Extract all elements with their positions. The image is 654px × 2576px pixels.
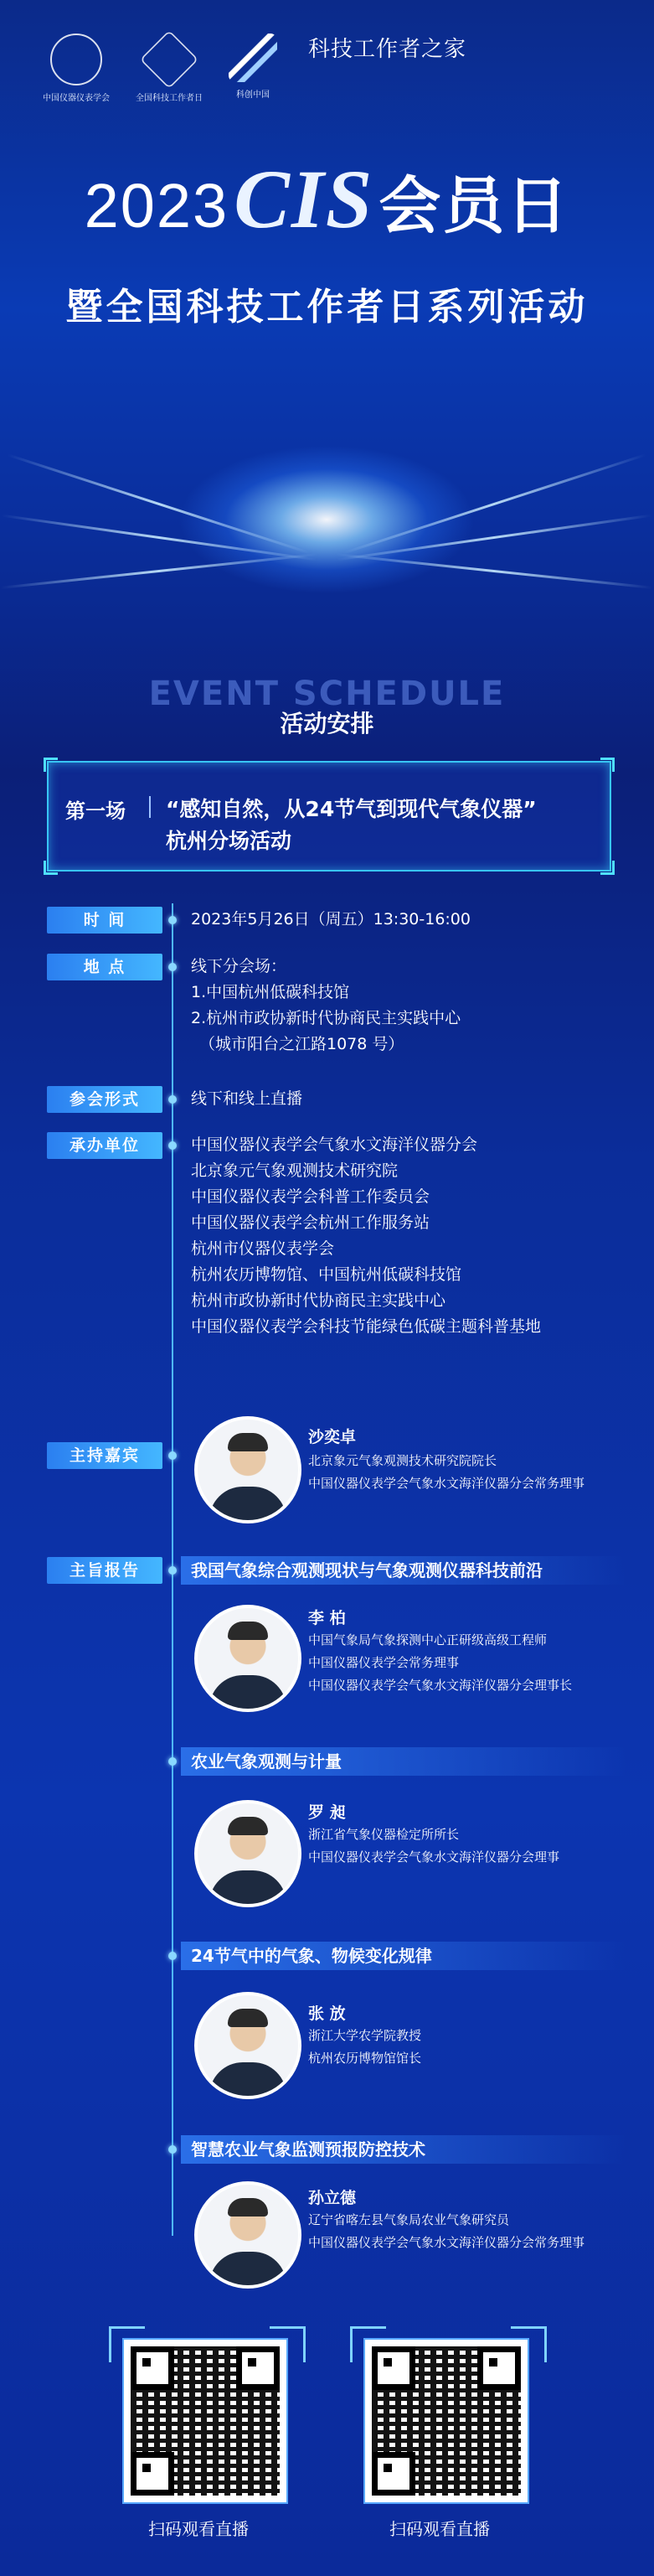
qr-code[interactable] bbox=[365, 2340, 528, 2502]
time-value bbox=[191, 907, 471, 933]
timeline-dot bbox=[168, 1141, 177, 1150]
tag-organizers bbox=[47, 1132, 162, 1159]
session-label: 第一场 bbox=[65, 799, 126, 823]
timeline-dot bbox=[168, 1451, 177, 1460]
desc-line: 中国仪器仪表学会常务理事 bbox=[308, 1655, 460, 1670]
desc-line: 浙江省气象仪器检定所所长 bbox=[308, 1827, 460, 1842]
corner-decoration bbox=[600, 758, 615, 772]
logo-caption: 科创中国 bbox=[236, 91, 270, 100]
avatar-hair bbox=[228, 2198, 268, 2216]
divider bbox=[149, 796, 151, 818]
speaker-name: 李 柏 bbox=[308, 1609, 346, 1627]
info-line: 1.中国杭州低碳科技馆 bbox=[191, 983, 350, 1001]
schedule-heading-en: EVENT SCHEDULE bbox=[148, 675, 506, 713]
info-line: 北京象元气象观测技术研究院 bbox=[191, 1161, 399, 1180]
info-line: 中国仪器仪表学会科技节能绿色低碳主题科普基地 bbox=[191, 1317, 542, 1336]
info-line: 线下和线上直播 bbox=[191, 1089, 303, 1108]
speaker-desc bbox=[308, 1629, 572, 1697]
speaker-desc bbox=[308, 2025, 421, 2070]
info-line: 杭州市仪器仪表学会 bbox=[191, 1239, 335, 1258]
report-topic bbox=[181, 2135, 626, 2164]
qr-label: 扫码观看直播 bbox=[148, 2519, 249, 2539]
info-line: 杭州农历博物馆、中国杭州低碳科技馆 bbox=[191, 1265, 462, 1284]
organizers-list bbox=[191, 1132, 541, 1340]
timeline-dot bbox=[168, 916, 177, 924]
main-title bbox=[0, 151, 654, 247]
hands-logo-icon bbox=[140, 30, 198, 89]
info-line: 中国仪器仪表学会科普工作委员会 bbox=[191, 1187, 430, 1206]
logo-caption: 全国科技工作者日 bbox=[136, 94, 203, 103]
info-line: 中国仪器仪表学会杭州工作服务站 bbox=[191, 1213, 430, 1232]
tag-label: 主持嘉宾 bbox=[69, 1446, 140, 1465]
brand-name: 科技工作者之家 bbox=[308, 37, 467, 62]
desc-line: 杭州农历博物馆馆长 bbox=[308, 2051, 422, 2066]
avatar bbox=[194, 2181, 301, 2289]
title-event: 会员日 bbox=[378, 170, 570, 242]
desc-line: 中国仪器仪表学会气象水文海洋仪器分会常务理事 bbox=[308, 1476, 585, 1491]
desc-line: 辽宁省喀左县气象局农业气象研究员 bbox=[308, 2212, 510, 2227]
light-beam bbox=[0, 352, 654, 654]
qr-label: 扫码观看直播 bbox=[389, 2519, 490, 2539]
topic-text: 我国气象综合观测现状与气象观测仪器科技前沿 bbox=[191, 1560, 543, 1580]
host-desc bbox=[308, 1450, 584, 1495]
avatar-hair bbox=[228, 1433, 268, 1451]
speaker-name: 孙立德 bbox=[308, 2189, 357, 2207]
corner-decoration bbox=[44, 758, 58, 772]
info-line: 2023年5月26日（周五）13:30-16:00 bbox=[191, 910, 471, 928]
desc-line: 中国仪器仪表学会气象水文海洋仪器分会常务理事 bbox=[308, 2235, 585, 2250]
innovation-china-logo bbox=[219, 34, 286, 100]
logo-caption: 中国仪器仪表学会 bbox=[43, 94, 110, 103]
desc-line: 北京象元气象观测技术研究院院长 bbox=[308, 1453, 497, 1468]
timeline-dot bbox=[168, 1566, 177, 1575]
avatar-suit bbox=[209, 2252, 286, 2289]
cis-logo-icon bbox=[50, 34, 102, 85]
avatar bbox=[194, 1800, 301, 1907]
cis-logo bbox=[39, 34, 114, 103]
tag-reports bbox=[47, 1557, 162, 1584]
info-line: 杭州市政协新时代协商民主实践中心 bbox=[191, 1291, 446, 1310]
title-cis: CIS bbox=[234, 153, 374, 246]
speaker-desc bbox=[308, 2209, 584, 2254]
desc-line: 中国气象局气象探测中心正研级高级工程师 bbox=[308, 1632, 548, 1648]
corner-decoration bbox=[350, 2326, 386, 2362]
info-line: 中国仪器仪表学会气象水文海洋仪器分会 bbox=[191, 1135, 478, 1154]
report-topic bbox=[181, 1942, 626, 1970]
topic-text: 智慧农业气象监测预报防控技术 bbox=[191, 2139, 425, 2160]
avatar-hair bbox=[228, 1817, 268, 1835]
avatar-suit bbox=[209, 1675, 286, 1712]
tag-place bbox=[47, 954, 162, 980]
avatar bbox=[194, 1605, 301, 1712]
session-box bbox=[47, 761, 611, 872]
qr-finder bbox=[372, 2452, 415, 2496]
desc-line: 中国仪器仪表学会气象水文海洋仪器分会理事 bbox=[308, 1849, 560, 1865]
qr-code[interactable] bbox=[124, 2340, 286, 2502]
corner-decoration bbox=[44, 861, 58, 875]
host-name: 沙奕卓 bbox=[308, 1428, 357, 1446]
report-topic bbox=[181, 1556, 626, 1585]
speaker-name: 张 放 bbox=[308, 2004, 346, 2023]
place-value bbox=[191, 954, 461, 1058]
timeline-dot bbox=[168, 963, 177, 971]
report-topic bbox=[181, 1747, 626, 1776]
timeline-dot bbox=[168, 2145, 177, 2154]
speaker-desc bbox=[308, 1823, 559, 1869]
tag-label: 地 点 bbox=[83, 958, 126, 976]
session-title: “感知自然，从24节气到现代气象仪器” bbox=[166, 797, 537, 821]
format-value bbox=[191, 1086, 302, 1112]
session-subtitle: 杭州分场活动 bbox=[166, 829, 292, 853]
hands-logo bbox=[127, 34, 211, 103]
tag-label: 时 间 bbox=[83, 911, 126, 929]
title-year: 2023 bbox=[84, 171, 229, 241]
avatar-hair bbox=[228, 2009, 268, 2027]
schedule-heading: 活动安排 bbox=[280, 710, 374, 737]
corner-decoration bbox=[109, 2326, 145, 2362]
topic-text: 24节气中的气象、物候变化规律 bbox=[191, 1946, 432, 1966]
speaker-name: 罗 昶 bbox=[308, 1803, 346, 1822]
timeline-dot bbox=[168, 1952, 177, 1960]
tag-label: 主旨报告 bbox=[69, 1561, 140, 1580]
timeline-dot bbox=[168, 1757, 177, 1766]
avatar-hair bbox=[228, 1622, 268, 1640]
avatar-suit bbox=[209, 1870, 286, 1907]
tag-time bbox=[47, 907, 162, 934]
tag-label: 参会形式 bbox=[69, 1090, 140, 1109]
innovation-china-logo-icon bbox=[229, 34, 277, 82]
tag-label: 承办单位 bbox=[69, 1136, 140, 1155]
avatar-suit bbox=[209, 2062, 286, 2099]
qr-finder bbox=[131, 2452, 174, 2496]
corner-decoration bbox=[511, 2326, 547, 2362]
subtitle: 暨全国科技工作者日系列活动 bbox=[65, 286, 589, 328]
avatar bbox=[194, 1416, 301, 1523]
desc-line: 中国仪器仪表学会气象水文海洋仪器分会理事长 bbox=[308, 1678, 573, 1693]
avatar-suit bbox=[209, 1487, 286, 1523]
info-line: （城市阳台之江路1078 号） bbox=[199, 1035, 404, 1053]
corner-decoration bbox=[600, 861, 615, 875]
info-line: 2.杭州市政协新时代协商民主实践中心 bbox=[191, 1009, 461, 1027]
topic-text: 农业气象观测与计量 bbox=[191, 1751, 342, 1772]
avatar bbox=[194, 1992, 301, 2099]
tag-format bbox=[47, 1086, 162, 1113]
corner-decoration bbox=[270, 2326, 306, 2362]
desc-line: 浙江大学农学院教授 bbox=[308, 2028, 422, 2043]
timeline-dot bbox=[168, 1095, 177, 1104]
tag-host bbox=[47, 1442, 162, 1469]
info-line: 线下分会场： bbox=[191, 957, 287, 975]
